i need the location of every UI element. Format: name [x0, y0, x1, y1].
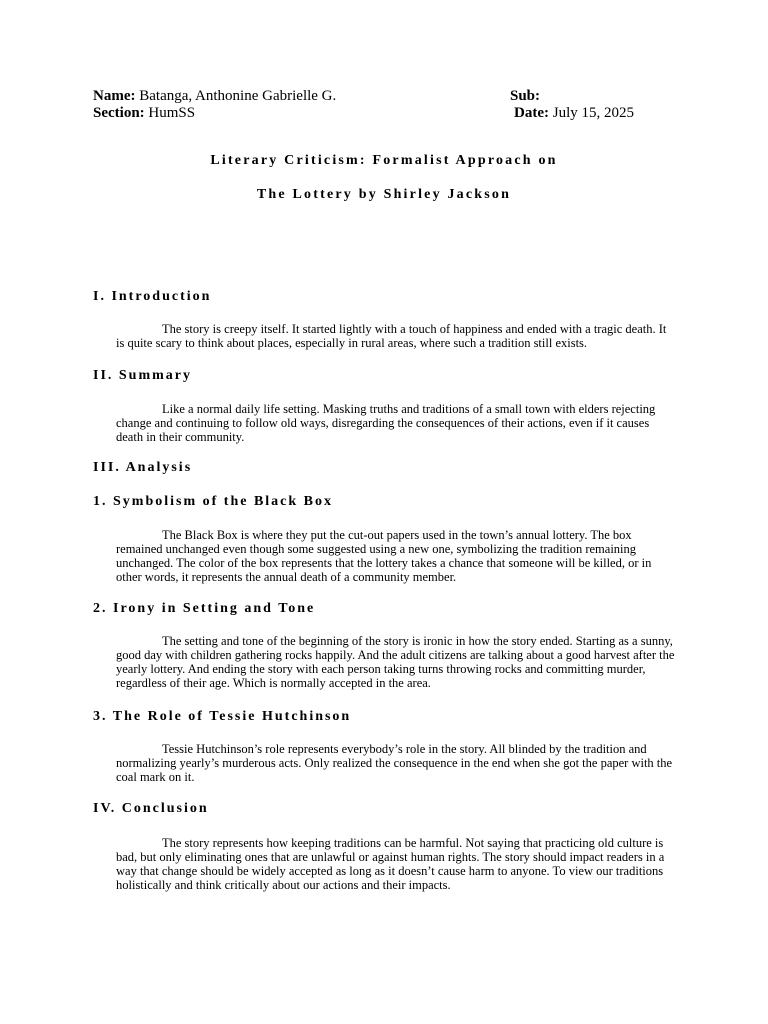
header-left [93, 88, 336, 122]
summary-paragraph: Like a normal daily life setting. Masking truths and traditions of a small town with elders rejecting change and continuing to follow old ways, disregarding the consequences of their actions, even if it causes death in their community. [116, 402, 656, 444]
sub-label: Sub: [510, 88, 541, 104]
date-value: July 15, 2025 [552, 105, 634, 121]
sub-row [510, 88, 634, 105]
document-title-line1: Literary Criticism: Formalist Approach on [210, 153, 558, 168]
symbolism-paragraph: The Black Box is where they put the cut-out papers used in the town’s annual lottery. The box remained unchanged even though some suggested using a new one, symbolizing the tradition remaining unchanged. The color of the box represents that the lottery takes a chance that someone will be killed, or in other words, it represents the annual death of a community member. [116, 528, 652, 584]
irony-heading: 2. Irony in Setting and Tone [93, 601, 316, 616]
introduction-heading: I. Introduction [93, 289, 212, 304]
header-right [510, 88, 634, 122]
introduction-paragraph: The story is creepy itself. It started lightly with a touch of happiness and ended with a tragic death. It is quite scary to think about places, especially in rural areas, where such a tradition still exists. [116, 322, 667, 350]
date-row [510, 105, 634, 122]
analysis-heading: III. Analysis [93, 460, 193, 475]
tessie-paragraph: Tessie Hutchinson’s role represents everybody’s role in the story. All blinded by the tradition and normalizing yearly’s murderous acts. Only realized the consequence in the end when she got the paper with the coal mark on it. [116, 742, 673, 784]
tessie-heading: 3. The Role of Tessie Hutchinson [93, 709, 352, 724]
irony-paragraph: The setting and tone of the beginning of the story is ironic in how the story ended. Starting as a sunny, good day with children gathering rocks happily. And the adult citizens are talking about a good harvest after the yearly lottery. And ending the story with each person taking turns throwing rocks and committing murder, regardless of their age. Which is normally accepted in the area. [116, 634, 675, 690]
name-label: Name: [93, 88, 136, 104]
section-value: HumSS [148, 105, 196, 121]
summary-heading: II. Summary [93, 368, 193, 383]
section-label: Section: [93, 105, 145, 121]
conclusion-paragraph: The story represents how keeping traditions can be harmful. Not saying that practicing old culture is bad, but only eliminating ones that are unlawful or against human rights. The story should impact readers in a way that change should be widely accepted as long as it doesn’t cause harm to anyone. To view our traditions holistically and think critically about our actions and their impacts. [116, 836, 665, 892]
name-row [93, 88, 336, 105]
name-value: Batanga, Anthonine Gabrielle G. [139, 88, 337, 104]
section-row [93, 105, 336, 122]
conclusion-heading: IV. Conclusion [93, 801, 209, 816]
symbolism-heading: 1. Symbolism of the Black Box [93, 494, 334, 509]
date-label: Date: [514, 105, 549, 121]
document-title-line2: The Lottery by Shirley Jackson [256, 187, 512, 202]
